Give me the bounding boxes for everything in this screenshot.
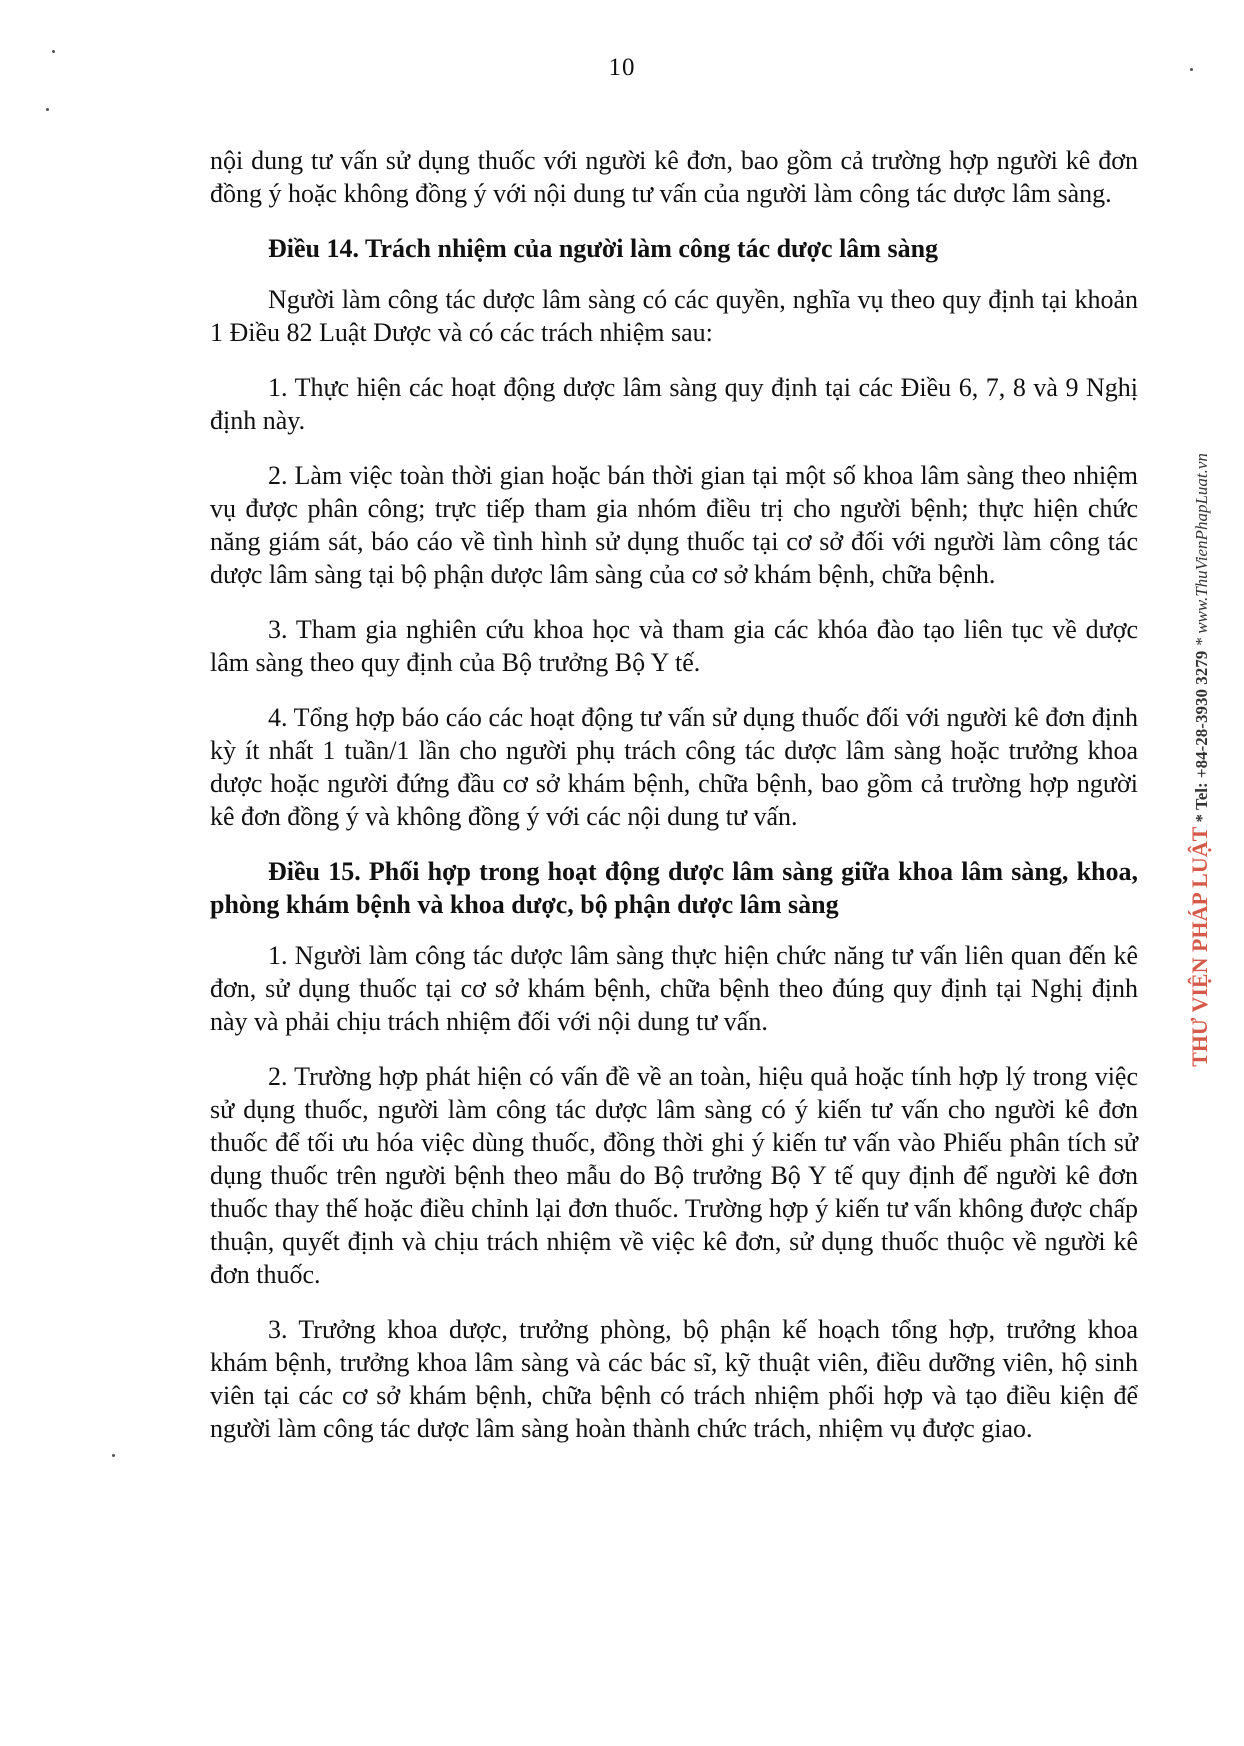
scan-speck — [52, 50, 55, 53]
article-14-clause-1: 1. Thực hiện các hoạt động dược lâm sàng quy định tại các Điều 6, 7, 8 và 9 Nghị định này. — [210, 373, 1138, 435]
watermark-brand: THƯ VIỆN PHÁP LUẬT — [1187, 826, 1212, 1067]
scan-speck — [46, 108, 49, 111]
watermark-site: * www.ThuVienPhapLuat.vn — [1192, 453, 1211, 647]
article-14-heading: Điều 14. Trách nhiệm của người làm công tác dược lâm sàng — [268, 234, 939, 263]
watermark-phone: * Tel: +84-28-3930 3279 — [1192, 650, 1211, 823]
article-15-clause-3: 3. Trưởng khoa dược, trưởng phòng, bộ phận kế hoạch tổng hợp, trưởng khoa khám bệnh, trưởng khoa lâm sàng và các bác sĩ, kỹ thuật viên, điều dưỡng viên, hộ sinh viên tại các cơ sở khám bệnh, chữa bệnh có trách nhiệm phối hợp và tạo điều kiện để người làm công tác dược lâm sàng hoàn thành chức trách, nhiệm vụ được giao. — [210, 1315, 1138, 1443]
document-body — [210, 144, 1138, 1467]
article-14-clause-4: 4. Tổng hợp báo cáo các hoạt động tư vấn sử dụng thuốc đối với người kê đơn định kỳ ít nhất 1 tuần/1 lần cho người phụ trách công tác dược lâm sàng hoặc trưởng khoa dược hoặc người đứng đầu cơ sở khám bệnh, chữa bệnh, bao gồm cả trường hợp người kê đơn đồng ý và không đồng ý với các nội dung tư vấn. — [210, 703, 1138, 831]
scan-speck — [112, 1454, 115, 1457]
article-14-clause-3: 3. Tham gia nghiên cứu khoa học và tham gia các khóa đào tạo liên tục về dược lâm sàng theo quy định của Bộ trưởng Bộ Y tế. — [210, 615, 1138, 677]
article-15-clause-2: 2. Trường hợp phát hiện có vấn đề về an toàn, hiệu quả hoặc tính hợp lý trong việc sử dụng thuốc, người làm công tác dược lâm sàng có ý kiến tư vấn cho người kê đơn thuốc để tối ưu hóa việc dùng thuốc, đồng thời ghi ý kiến tư vấn vào Phiếu phân tích sử dụng thuốc trên người bệnh theo mẫu do Bộ trưởng Bộ Y tế quy định để người kê đơn thuốc thay thế hoặc điều chỉnh lại đơn thuốc. Trường hợp ý kiến tư vấn không được chấp thuận, quyết định và chịu trách nhiệm về việc kê đơn, sử dụng thuốc thuộc về người kê đơn thuốc. — [210, 1062, 1138, 1289]
paragraph-continued: nội dung tư vấn sử dụng thuốc với người kê đơn, bao gồm cả trường hợp người kê đơn đồng ý hoặc không đồng ý với nội dung tư vấn của người làm công tác dược lâm sàng. — [210, 146, 1138, 208]
article-15-clause-1: 1. Người làm công tác dược lâm sàng thực hiện chức năng tư vấn liên quan đến kê đơn, sử dụng thuốc tại cơ sở khám bệnh, chữa bệnh theo đúng quy định tại Nghị định này và phải chịu trách nhiệm đối với nội dung tư vấn. — [210, 941, 1138, 1036]
article-14-intro: Người làm công tác dược lâm sàng có các quyền, nghĩa vụ theo quy định tại khoản 1 Điều 82 Luật Dược và có các trách nhiệm sau: — [210, 285, 1138, 347]
page-number: 10 — [608, 54, 636, 81]
article-15-heading: Điều 15. Phối hợp trong hoạt động dược lâm sàng giữa khoa lâm sàng, khoa, phòng khám bệnh và khoa dược, bộ phận dược lâm sàng — [210, 857, 1138, 919]
scan-speck — [1190, 68, 1193, 71]
watermark — [1178, 380, 1222, 1140]
article-14-clause-2: 2. Làm việc toàn thời gian hoặc bán thời gian tại một số khoa lâm sàng theo nhiệm vụ được phân công; trực tiếp tham gia nhóm điều trị cho người bệnh; thực hiện chức năng giám sát, báo cáo về tình hình sử dụng thuốc tại cơ sở đối với người làm công tác dược lâm sàng tại bộ phận dược lâm sàng của cơ sở khám bệnh, chữa bệnh. — [210, 461, 1138, 589]
